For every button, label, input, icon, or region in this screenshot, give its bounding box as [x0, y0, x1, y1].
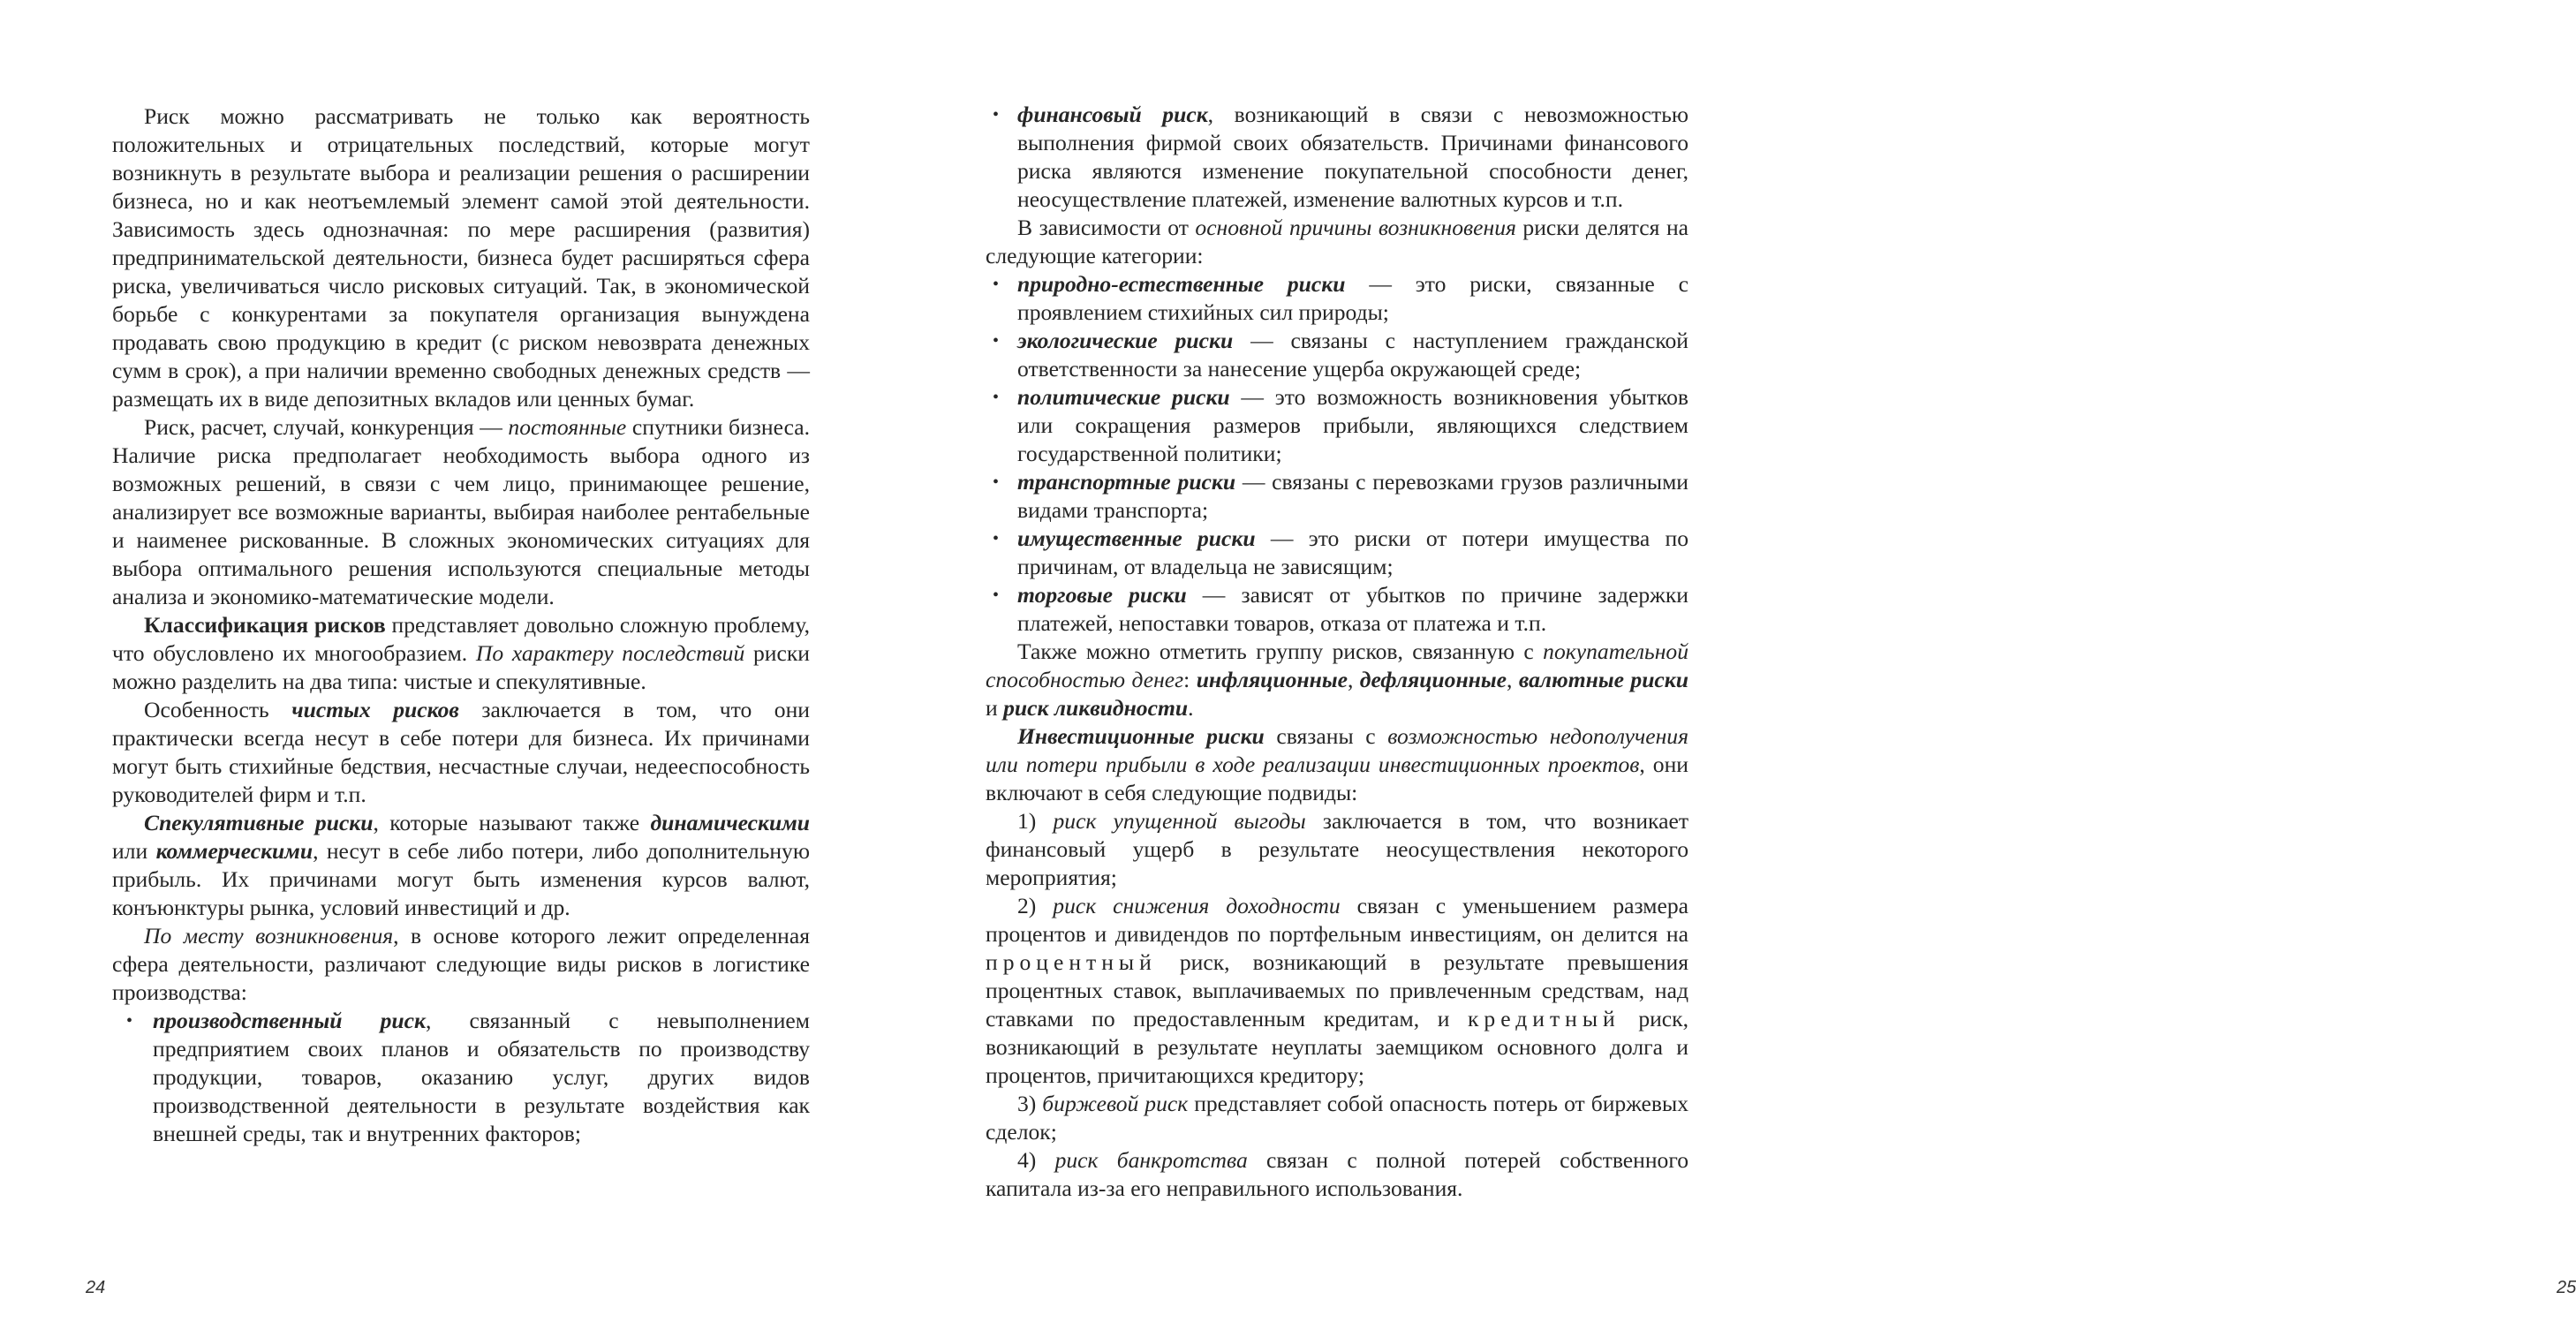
right-page	[883, 0, 2576, 1330]
financial-risk-list	[986, 101, 1688, 214]
numbered-item-2: 2) риск снижения доходности связан с уменьшением размера процентов и дивидендов по портфельным инвестициям, он делится на процентный риск, возникающий в результате превышения процентных ставок, выплачиваемых по привлеченным средствам, над ставками по предоставленным кредитам, и кредитный риск, возникающий в результате неуплаты заемщиком основного долга и процентов, причитающихся кредитору;	[986, 893, 1689, 1088]
page-number: 25	[2557, 1278, 2576, 1297]
left-bullet-list	[112, 1007, 810, 1148]
list-item: • природно-естественные риски — это риски, связанные с проявлением стихийных сил природы;	[986, 270, 1688, 327]
paragraph-categories: В зависимости от основной причины возникновения риски делятся на следующие категории:	[986, 215, 1688, 268]
page-number: 24	[86, 1278, 106, 1297]
left-page	[0, 0, 883, 1330]
left-page-text	[112, 102, 810, 1148]
list-item: • политические риски — это возможность возникновения убытков или сокращения размеров прибыли, являющихся следствием государственной политики;	[986, 383, 1688, 468]
list-item: • транспортные риски — связаны с перевозками грузов различными видами транспорта;	[986, 468, 1688, 525]
paragraph-risk-companions: Риск, расчет, случай, конкуренция — постоянные спутники бизнеса. Наличие риска предполагает необходимость выбора одного из возможных решений, в связи с чем лицо, принимающее решение, анализирует все возможные варианты, выбирая наиболее рентабельные и наименее рискованные. В сложных экономических ситуациях для выбора оптимального решения используются специальные методы анализа и экономико-математические модели.	[112, 414, 810, 609]
paragraph-place-of-origin: По месту возникновения, в основе которого лежит определенная сфера деятельности, различают следующие виды рисков в логистике производства:	[112, 923, 810, 1005]
numbered-item-3: 3) биржевой риск представляет собой опасность потерь от биржевых сделок;	[986, 1091, 1688, 1145]
right-page-text	[986, 101, 1688, 1203]
numbered-item-1: 1) риск упущенной выгоды заключается в том, что возникает финансовый ущерб в результате неосуществления некоторого мероприятия;	[986, 808, 1689, 890]
category-list	[986, 270, 1688, 638]
list-item: • торговые риски — зависят от убытков по причине задержки платежей, непоставки товаров, отказа от платежа и т.п.	[986, 581, 1688, 638]
paragraph-pure-risks: Особенность чистых рисков заключается в том, что они практически всегда несут в себе потери для бизнеса. Их причинами могут быть стихийные бедствия, несчастные случаи, недееспособность руководителей фирм и т.п.	[112, 697, 810, 807]
list-item: • экологические риски — связаны с наступлением гражданской ответственности за нанесение ущерба окружающей среде;	[986, 327, 1688, 383]
numbered-item-4: 4) риск банкротства связан с полной потерей собственного капитала из-за его неправильного использования.	[986, 1147, 1688, 1201]
paragraph-purchasing-power: Также можно отметить группу рисков, связанную с покупательной способностью денег: инфляционные, дефляционные, валютные риски и риск ликвидности.	[986, 639, 1689, 721]
paragraph-investment-risks: Инвестиционные риски связаны с возможностью недополучения или потери прибыли в ходе реализации инвестиционных проектов, они включают в себя следующие подвиды:	[986, 723, 1688, 805]
list-item: • имущественные риски — это риски от потери имущества по причинам, от владельца не зависящим;	[986, 525, 1688, 581]
list-item: • финансовый риск, возникающий в связи с невозможностью выполнения фирмой своих обязательств. Причинами финансового риска являются изменение покупательной способности денег, неосуществление платежей, изменение валютных курсов и т.п.	[986, 101, 1688, 214]
paragraph-speculative-risks: Спекулятивные риски, которые называют также динамическими или коммерческими, несут в себе либо потери, либо дополнительную прибыль. Их причинами могут быть изменения курсов валют, конъюнктуры рынка, условий инвестиций и др.	[112, 810, 810, 920]
paragraph-risk-definition: Риск можно рассматривать не только как вероятность положительных и отрицательных последствий, которые могут возникнуть в результате выбора и реализации решения о расширении бизнеса, но и как неотъемлемый элемент самой этой деятельности. Зависимость здесь однозначная: по мере расширения (развития) предпринимательской деятельности, бизнеса будет расширяться сфера риска, увеличиваться число рисковых ситуаций. Так, в экономической борьбе с конкурентами за покупателя организация вынуждена продавать свою продукцию в кредит (с риском невозврата денежных сумм в срок), а при наличии временно свободных денежных средств — размещать их в виде депозитных вкладов или ценных бумаг.	[112, 103, 810, 412]
list-item: • производственный риск, связанный с невыполнением предприятием своих планов и обязательств по производству продукции, товаров, оказанию услуг, других видов производственной деятельности в результате воздействия как внешней среды, так и внутренних факторов;	[112, 1007, 810, 1148]
paragraph-classification: Классификация рисков представляет довольно сложную проблему, что обусловлено их многообразием. По характеру последствий риски можно разделить на два типа: чистые и спекулятивные.	[112, 612, 810, 694]
